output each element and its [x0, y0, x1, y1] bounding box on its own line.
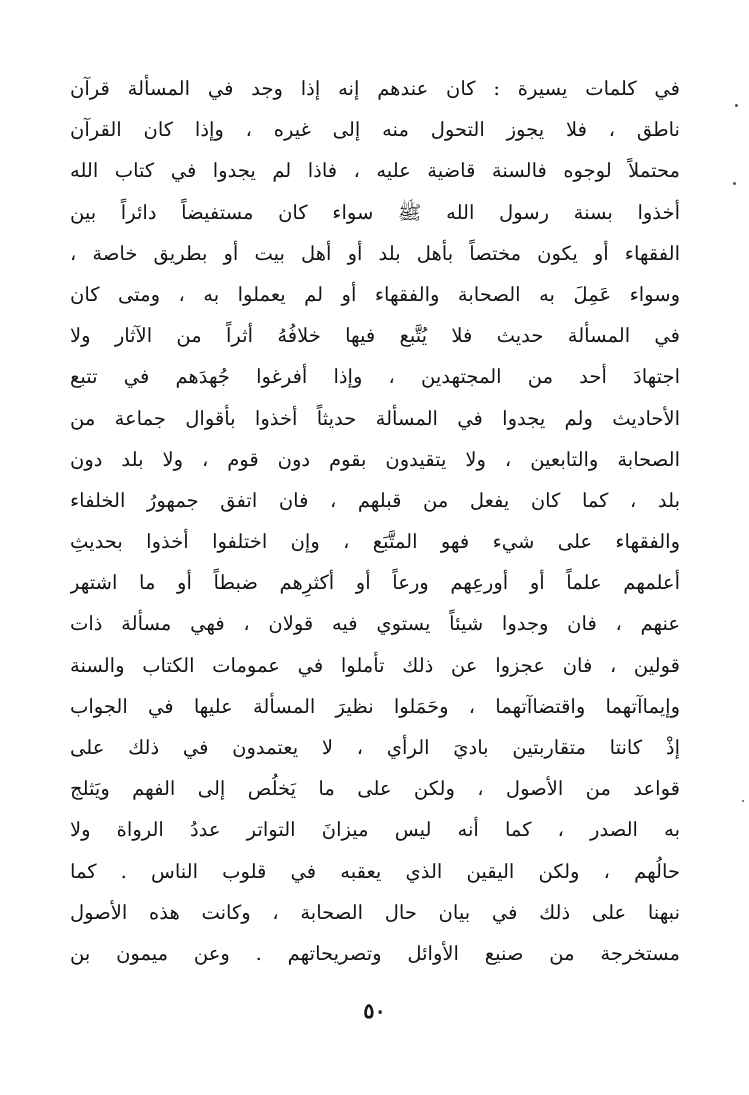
text-line: محتملاً لوجوه فالسنة قاضية عليه ، فاذا لم يجدوا في كتاب الله — [70, 159, 680, 183]
text-line: أعلمهم علماً أو أورعِهم ورعاً أو أكثرِهم ضبطاً أو ما اشتهر — [70, 571, 680, 595]
text-line: الأحاديث ولم يجدوا في المسألة حديثاً أخذوا بأقوال جماعة من — [70, 406, 680, 430]
text-line: بلد ، كما كان يفعل من قبلهم ، فان اتفق جمهورُ الخلفاء — [70, 488, 680, 512]
text-line: إذْ كانتا متقاربتين باديَ الرأي ، لا يعتمدون في ذلك على — [70, 736, 680, 759]
text-line: في كلمات يسيرة : كان عندهم إنه إذا وجد في المسألة قرآن — [70, 77, 680, 100]
text-line: قولين ، فان عجزوا عن ذلك تأملوا في عمومات الكتاب والسنة — [70, 653, 680, 677]
scan-speck — [735, 104, 738, 107]
scan-speck — [742, 800, 744, 802]
text-line: قواعد من الأصول ، ولكن على ما يَخلُص إلى الفهم ويَثلج — [70, 777, 680, 801]
text-line: اجتهادَ أحد من المجتهدين ، وإذا أفرغوا جُهدَهم في تتبع — [70, 365, 680, 389]
text-line: وإيماآتهما واقتضاآتهما ، وحَمَلوا نظيرَ المسألة عليها في الجواب — [70, 694, 680, 718]
text-line: الصحابة والتابعين ، ولا يتقيدون بقوم دون قوم ، ولا بلد دون — [70, 447, 680, 471]
text-line: مستخرجة من صنيع الأوائل وتصريحاتهم . وعن ميمون بن — [70, 941, 680, 965]
text-line: في المسألة حديث فلا يُتَّبع فيها خلافُهُ أثراً من الآثار ولا — [70, 324, 680, 348]
text-line: أخذوا بسنة رسول الله ﷺ سواء كان مستفيضاً دائراً بين — [70, 200, 680, 224]
text-line: حالُهم ، ولكن اليقين الذي يعقبه في قلوب الناس . كما — [70, 859, 680, 883]
page-number: ٥٠ — [363, 998, 386, 1023]
text-line: به الصدر ، كما أنه ليس ميزانَ التواتر عددُ الرواة ولا — [70, 818, 680, 842]
text-line: الفقهاء أو يكون مختصاً بأهل بلد أو أهل بيت أو بطريق خاصة ، — [70, 241, 680, 265]
page-body — [70, 68, 680, 974]
scan-speck — [733, 182, 736, 185]
text-line: وسواء عَمِلَ به الصحابة والفقهاء أو لم يعملوا به ، ومتى كان — [70, 282, 680, 306]
text-line: ناطق ، فلا يجوز التحول منه إلى غيره ، وإذا كان القرآن — [70, 118, 680, 142]
text-line: والفقهاء على شيء فهو المتَّبَع ، وإن اختلفوا أخذوا بحديثِ — [70, 530, 680, 554]
text-line: نبهنا على ذلك في بيان حال الصحابة ، وكانت هذه الأصول — [70, 900, 680, 924]
text-line: عنهم ، فان وجدوا شيئاً يستوي فيه قولان ، فهي مسألة ذات — [70, 612, 680, 636]
